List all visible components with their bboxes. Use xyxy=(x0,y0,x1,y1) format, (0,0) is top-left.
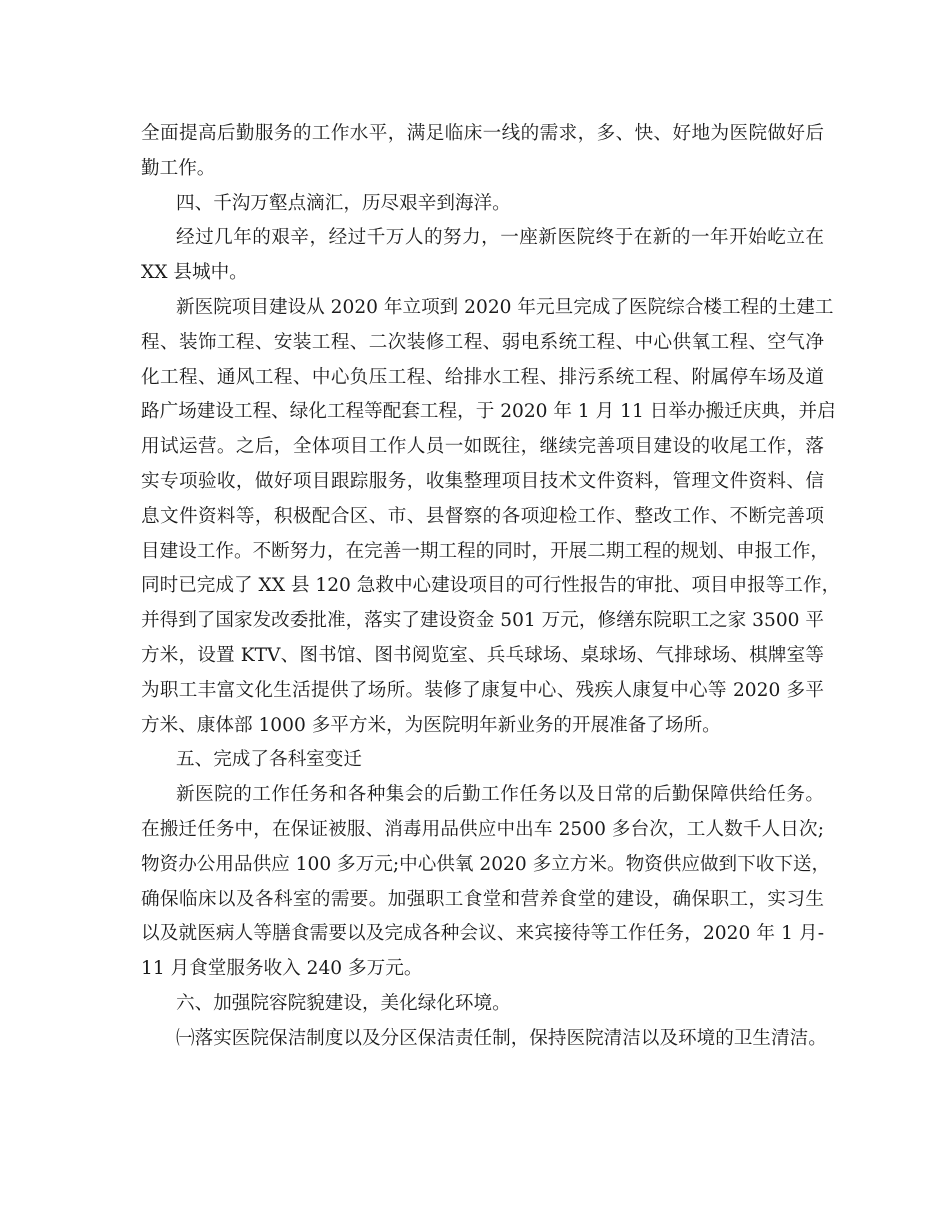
text-line: 以及就医病人等膳食需要以及完成各种会议、来宾接待等工作任务，2020 年 1 月- xyxy=(141,923,824,945)
document-body xyxy=(141,117,841,1057)
text-line: 五、完成了各科室变迁 xyxy=(176,749,362,771)
text-line: 方米，设置 KTV、图书馆、图书阅览室、兵乓球场、桌球场、气排球场、棋牌室等 xyxy=(141,644,824,666)
text-line: 为职工丰富文化生活提供了场所。装修了康复中心、残疾人康复中心等 2020 多平 xyxy=(141,679,824,701)
text-line: 息文件资料等，积极配合区、市、县督察的各项迎检工作、整改工作、不断完善项 xyxy=(141,505,824,527)
text-line: 经过几年的艰辛，经过千万人的努力，一座新医院终于在新的一年开始屹立在 xyxy=(176,227,824,249)
text-line: 实专项验收，做好项目跟踪服务，收集整理项目技术文件资料，管理文件资料、信 xyxy=(141,470,824,492)
text-line: ㈠落实医院保洁制度以及分区保洁责任制，保持医院清洁以及环境的卫生清洁。 xyxy=(176,1027,827,1049)
text-line: 用试运营。之后，全体项目工作人员一如既往，继续完善项目建设的收尾工作，落 xyxy=(141,436,824,458)
text-line: 同时已完成了 XX 县 120 急救中心建设项目的可行性报告的审批、项目申报等工作， xyxy=(141,575,841,597)
text-line: 新医院的工作任务和各种集会的后勤工作任务以及日常的后勤保障供给任务。 xyxy=(176,784,824,806)
text-line: 并得到了国家发改委批准，落实了建设资金 501 万元，修缮东院职工之家 3500 平 xyxy=(141,610,824,632)
text-line: 物资办公用品供应 100 多万元;中心供氧 2020 多立方米。物资供应做到下收下送， xyxy=(141,853,831,875)
text-line: 路广场建设工程、绿化工程等配套工程，于 2020 年 1 月 11 日举办搬迁庆典，并启 xyxy=(141,401,836,423)
text-line: 目建设工作。不断努力，在完善一期工程的同时，开展二期工程的规划、申报工作， xyxy=(141,540,829,562)
text-line: 程、装饰工程、安装工程、二次装修工程、弱电系统工程、中心供氧工程、空气净 xyxy=(141,331,824,353)
text-line: 六、加强院容院貌建设，美化绿化环境。 xyxy=(176,992,511,1014)
text-line: 全面提高后勤服务的工作水平，满足临床一线的需求，多、快、好地为医院做好后 xyxy=(141,123,824,144)
text-line: XX 县城中。 xyxy=(141,262,248,284)
text-line: 勤工作。 xyxy=(141,157,216,179)
text-line: 确保临床以及各科室的需要。加强职工食堂和营养食堂的建设，确保职工，实习生 xyxy=(141,888,824,910)
text-line: 化工程、通风工程、中心负压工程、给排水工程、排污系统工程、附属停车场及道 xyxy=(141,366,824,388)
text-line: 方米、康体部 1000 多平方米，为医院明年新业务的开展准备了场所。 xyxy=(141,714,721,736)
text-line: 在搬迁任务中，在保证被服、消毒用品供应中出车 2500 多台次，工人数千人日次; xyxy=(141,818,824,840)
text-line: 11 月食堂服务收入 240 多万元。 xyxy=(141,958,423,980)
text-line: 四、千沟万壑点滴汇，历尽艰辛到海洋。 xyxy=(176,192,511,214)
text-line: 新医院项目建设从 2020 年立项到 2020 年元旦完成了医院综合楼工程的土建工 xyxy=(176,296,834,318)
